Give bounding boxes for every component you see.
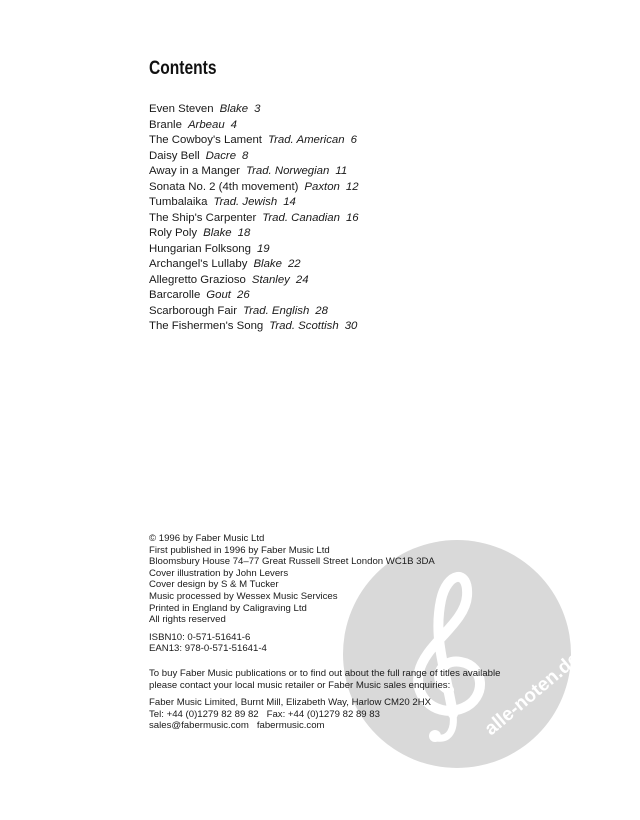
contents-item [149,133,359,149]
item-page: 28 [315,304,328,317]
item-title: Barcarolle [149,289,201,301]
item-page: 3 [254,103,261,115]
item-title: Allegretto Grazioso [149,273,246,286]
item-composer: Blake [203,227,232,239]
sales-address-line: Faber Music Limited, Burnt Mill, Elizabeth Way, Harlow CM20 2HX [149,697,432,709]
contents-item [149,118,359,134]
contents-item [149,164,359,180]
item-title: The Ship's Carpenter [149,211,257,224]
item-composer: Trad. Canadian [262,211,340,224]
item-page: 18 [237,227,251,239]
tel-fax-line: Tel: +44 (0)1279 82 89 82 Fax: +44 (0)1279 82 89 83 [149,708,380,720]
item-composer: Blake [253,258,282,270]
first-published-line: First published in 1996 by Faber Music Ltd [149,544,330,556]
ean13-line: EAN13: 978-0-571-51641-4 [149,643,267,655]
contents-item [149,180,359,196]
page-title: Contents [149,58,217,79]
item-title: Sonata No. 2 (4th movement) [149,180,299,193]
item-composer: Trad. Jewish [213,196,278,208]
item-title: Scarborough Fair [149,304,238,317]
email-web-line: sales@fabermusic.com fabermusic.com [149,720,325,732]
contents-item [149,242,359,258]
item-page: 14 [283,196,296,208]
item-title: Archangel's Lullaby [149,258,248,270]
buy-line-1: To buy Faber Music publications or to find out about the full range of titles available [149,667,501,679]
item-title: The Fishermen's Song [149,320,264,332]
item-title: Roly Poly [149,227,198,239]
imprint-block [149,533,500,732]
item-composer: Blake [219,103,249,115]
item-page: 4 [230,118,238,131]
item-title: Away in a Manger [149,165,240,177]
contents-item [149,149,359,165]
item-page: 22 [287,258,301,270]
contents-item [149,319,359,335]
item-page: 11 [335,165,348,177]
contents-item [149,273,359,289]
watermark-text: alle-noten.de [480,648,584,740]
printed-line: Printed in England by Caligraving Ltd [149,602,307,614]
item-page: 16 [345,211,359,224]
contents-item [149,257,359,273]
item-title: Branle [149,118,182,131]
item-composer: Trad. Scottish [269,320,339,332]
item-page: 6 [350,134,357,146]
item-composer: Paxton [304,180,340,193]
contents-item [149,211,359,227]
item-page: 26 [236,289,250,301]
item-page: 12 [345,180,359,193]
contents-item [149,102,359,118]
cover-design-line: Cover design by S & M Tucker [149,579,279,591]
contents-list [149,102,359,335]
item-composer: Stanley [251,273,290,286]
item-title: Tumbalaika [149,196,208,208]
item-page: 19 [256,242,270,255]
item-title: Daisy Bell [149,149,200,162]
contents-item [149,304,359,320]
item-composer: Trad. American [267,134,345,146]
item-page: 24 [295,273,309,286]
item-title: Hungarian Folksong [149,242,251,255]
contents-item [149,288,359,304]
item-composer: Dacre [205,149,237,162]
contents-item [149,226,359,242]
item-composer: Arbeau [187,118,225,131]
item-composer: Trad. Norwegian [245,165,330,177]
item-title: The Cowboy's Lament [149,134,262,146]
rights-line: All rights reserved [149,614,226,626]
copyright-line: © 1996 by Faber Music Ltd [149,533,265,544]
buy-line-2: please contact your local music retailer or Faber Music sales enquiries: [149,679,451,691]
address-line: Bloomsbury House 74–77 Great Russell Street London WC1B 3DA [149,556,435,568]
item-page: 30 [344,320,358,332]
item-composer: Trad. English [243,304,310,317]
contents-item [149,195,359,211]
item-composer: Gout [206,289,231,301]
item-page: 8 [242,149,249,162]
cover-illustration-line: Cover illustration by John Levers [149,567,289,579]
item-title: Even Steven [149,103,214,115]
isbn10-line: ISBN10: 0-571-51641-6 [149,631,251,643]
music-processed-line: Music processed by Wessex Music Services [149,590,338,602]
